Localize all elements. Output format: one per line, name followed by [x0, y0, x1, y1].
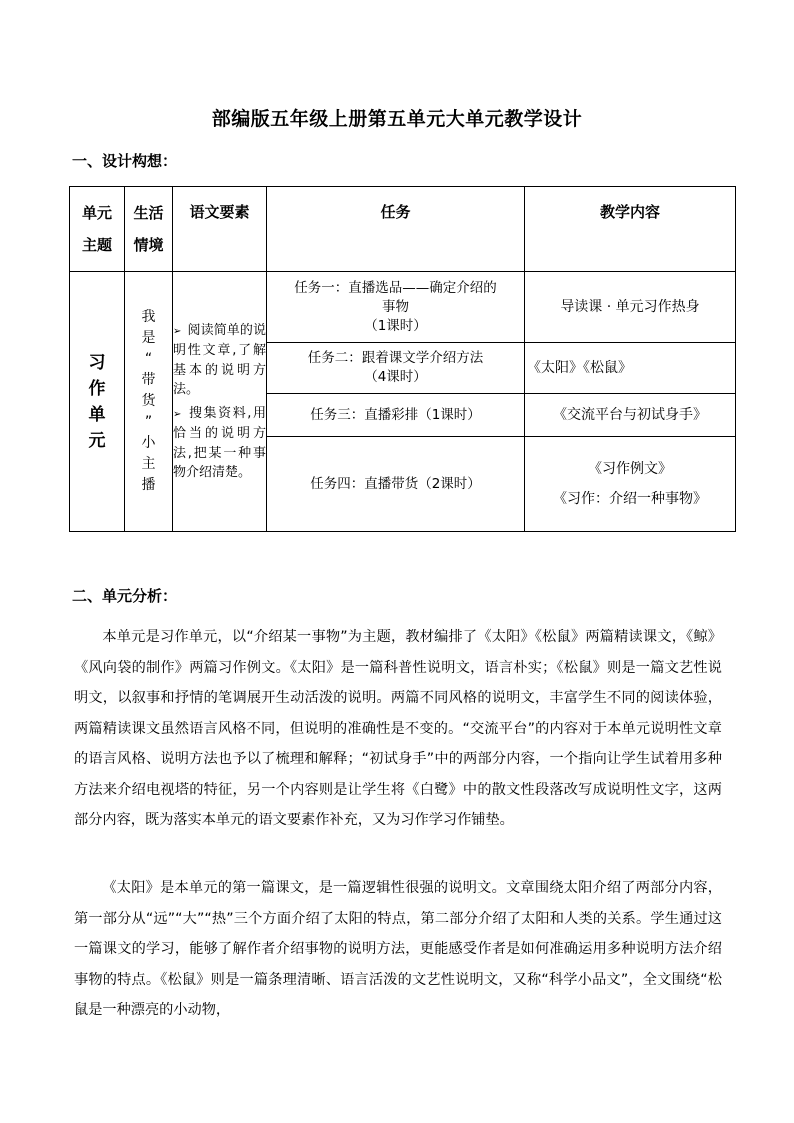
header-unit: 单元 主题 — [70, 187, 125, 272]
design-table — [69, 186, 736, 532]
unit-theme-cell: 习 作 单 元 — [70, 272, 125, 532]
section-heading-design: 一、设计构想： — [72, 152, 178, 170]
element-item-1: ➢ 阅读简单的说明性文章,了解基本的说明方法。 — [173, 322, 266, 397]
header-content: 教学内容 — [525, 187, 736, 272]
analysis-paragraph-1: 本单元是习作单元，以“介绍某一事物”为主题，教材编排了《太阳》《松鼠》两篇精读课文，《鲸》《风向袋的制作》两篇习作例文。《太阳》是一篇科普性说明文，语言朴实；《松鼠》则是一篇文艺性说明文，以叙事和抒情的笔调展开生动活泼的说明。两篇不同风格的说明文，丰富学生不同的阅读体验，两篇精读课文虽然语言风格不同，但说明的准确性是不变的。“交流平台”的内容对于本单元说明性文章的语言风格、说明方法也予以了梳理和解释；“初试身手”中的两部分内容，一个指向让学生试着用多种方法来介绍电视塔的特征，另一个内容则是让学生将《白鹭》中的散文性段落改写成说明性文字，这两部分内容，既为落实本单元的语文要素作补充，又为习作学习作铺垫。 — [74, 629, 722, 828]
document-title: 部编版五年级上册第五单元大单元教学设计 — [211, 108, 583, 130]
task-2-cell: 任务二：跟着课文学介绍方法 （4课时） — [267, 343, 525, 394]
task-3-cell: 任务三：直播彩排（1课时） — [267, 394, 525, 437]
content-1-cell: 导读课 · 单元习作热身 — [525, 272, 736, 343]
section-heading-analysis: 二、单元分析： — [72, 587, 178, 605]
task-1-cell: 任务一：直播选品——确定介绍的 事物 （1课时） — [267, 272, 525, 343]
header-context: 生活 情境 — [125, 187, 173, 272]
content-4-cell: 《习作例文》 《习作：介绍一种事物》 — [525, 437, 736, 532]
content-3-cell: 《交流平台与初试身手》 — [525, 394, 736, 437]
content-2-cell: 《太阳》《松鼠》 — [525, 343, 736, 394]
task-4-cell: 任务四：直播带货（2课时） — [267, 437, 525, 532]
analysis-paragraph-2: 《太阳》是本单元的第一篇课文，是一篇逻辑性很强的说明文。文章围绕太阳介绍了两部分内容，第一部分从“远”“大”“热”三个方面介绍了太阳的特点，第二部分介绍了太阳和人类的关系。学生通过这一篇课文的学习，能够了解作者介绍事物的说明方法，更能感受作者是如何准确运用多种说明方法介绍事物的特点。《松鼠》则是一篇条理清晰、语言活泼的文艺性说明文，又称“科学小品文”，全文围绕“松鼠是一种漂亮的小动物， — [74, 880, 722, 1018]
life-context-cell: 我 是 “ 带 货 ” 小 主 播 — [125, 272, 173, 532]
arrow-bullet-icon: ➢ — [173, 408, 182, 420]
arrow-bullet-icon: ➢ — [173, 325, 182, 337]
element-item-2: ➢ 搜集资料,用恰当的说明方法,把某一种事物介绍清楚。 — [173, 405, 266, 480]
language-element-cell — [173, 272, 267, 532]
header-task: 任务 — [267, 187, 525, 272]
header-element: 语文要素 — [173, 187, 267, 272]
